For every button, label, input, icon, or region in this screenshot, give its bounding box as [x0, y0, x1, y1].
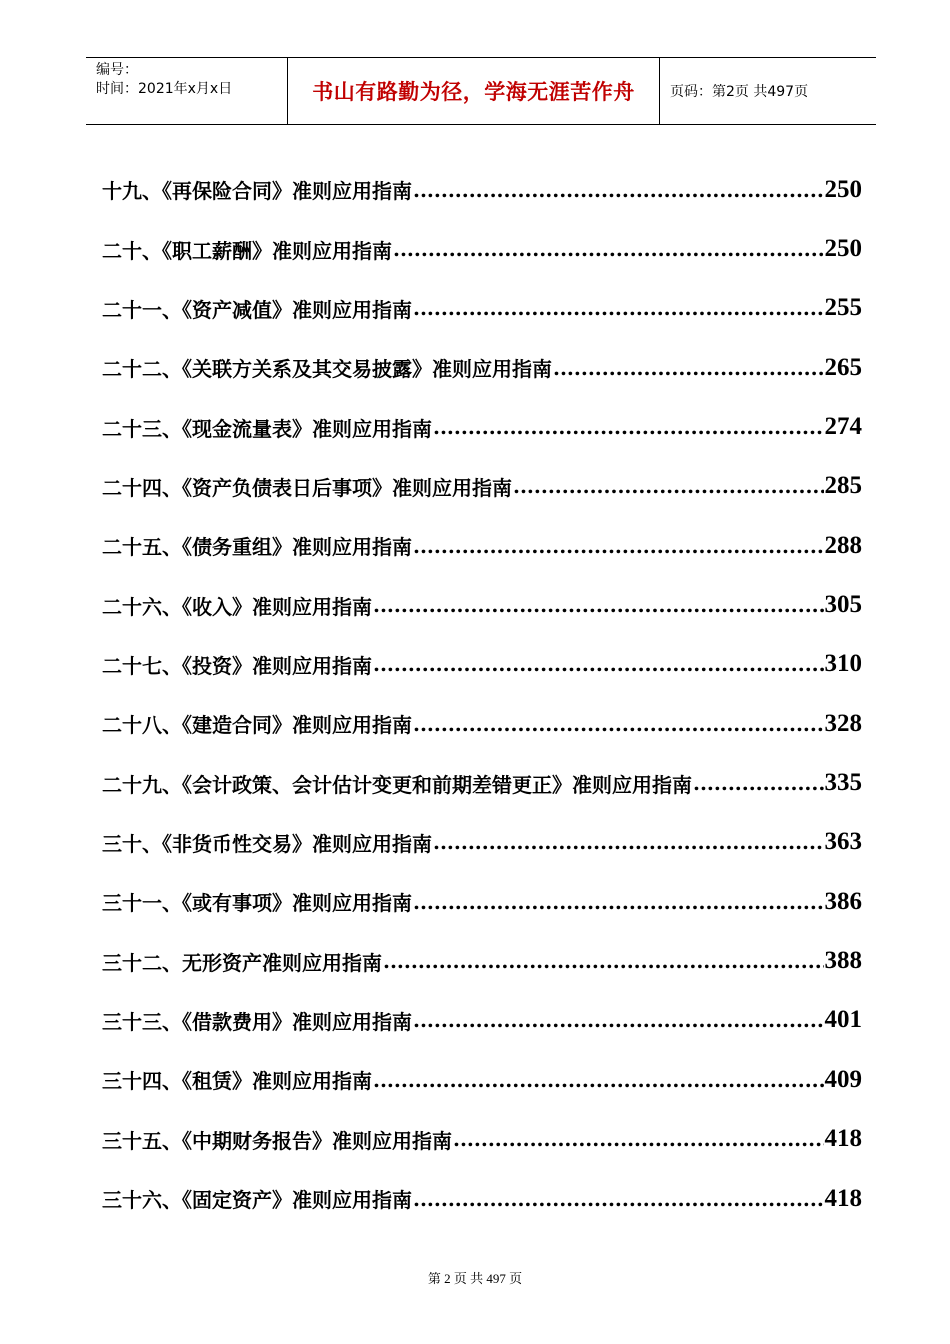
toc-entry-title: 二十、《职工薪酬》准则应用指南: [102, 238, 392, 263]
toc-entry[interactable]: [102, 931, 862, 990]
toc-entry-title: 三十四、《租赁》准则应用指南: [102, 1069, 372, 1094]
toc-entry[interactable]: [102, 635, 862, 694]
toc-dot-leader: [413, 534, 824, 558]
toc-entry-title: 二十三、《现金流量表》准则应用指南: [102, 416, 432, 441]
toc-entry-page-number: 274: [824, 413, 862, 441]
toc-entry[interactable]: [102, 160, 862, 219]
toc-entry[interactable]: [102, 991, 862, 1050]
toc-dot-leader: [413, 890, 824, 914]
table-of-contents: [102, 160, 862, 1228]
toc-dot-leader: [513, 474, 824, 498]
toc-dot-leader: [693, 771, 824, 795]
toc-dot-leader: [383, 949, 824, 973]
toc-entry-page-number: 418: [824, 1184, 862, 1212]
toc-entry[interactable]: [102, 694, 862, 753]
toc-entry-title: 二十五、《债务重组》准则应用指南: [102, 535, 412, 560]
toc-entry-title: 三十三、《借款费用》准则应用指南: [102, 1009, 412, 1034]
toc-entry[interactable]: [102, 813, 862, 872]
toc-entry-title: 二十七、《投资》准则应用指南: [102, 653, 372, 678]
toc-entry-title: 三十一、《或有事项》准则应用指南: [102, 891, 412, 916]
toc-dot-leader: [453, 1127, 824, 1151]
toc-entry-page-number: 418: [824, 1125, 862, 1153]
serial-label: 编号：: [96, 62, 138, 78]
toc-entry-title: 二十四、《资产负债表日后事项》准则应用指南: [102, 475, 512, 500]
toc-entry-title: 三十六、《固定资产》准则应用指南: [102, 1188, 412, 1213]
toc-entry-page-number: 409: [824, 1065, 862, 1093]
page-footer: 第 2 页 共 497 页: [427, 1271, 523, 1286]
toc-entry-title: 二十六、《收入》准则应用指南: [102, 594, 372, 619]
toc-entry[interactable]: [102, 397, 862, 456]
toc-dot-leader: [553, 356, 824, 380]
toc-entry[interactable]: [102, 516, 862, 575]
toc-entry[interactable]: [102, 872, 862, 931]
toc-entry[interactable]: [102, 219, 862, 278]
toc-entry[interactable]: [102, 575, 862, 634]
toc-entry-page-number: 255: [824, 294, 862, 322]
toc-dot-leader: [433, 415, 824, 439]
toc-entry-title: 三十五、《中期财务报告》准则应用指南: [102, 1128, 452, 1153]
toc-entry[interactable]: [102, 1110, 862, 1169]
toc-dot-leader: [373, 593, 824, 617]
toc-entry-title: 十九、《再保险合同》准则应用指南: [102, 179, 412, 204]
toc-dot-leader: [413, 1008, 824, 1032]
page-header: [86, 57, 876, 125]
toc-entry[interactable]: [102, 1050, 862, 1109]
toc-dot-leader: [413, 712, 824, 736]
toc-entry-page-number: 363: [824, 828, 862, 856]
toc-entry-page-number: 335: [824, 769, 862, 797]
toc-dot-leader: [413, 178, 824, 202]
toc-dot-leader: [413, 296, 824, 320]
time-label: 时间：2021年x月x日: [96, 81, 233, 97]
toc-entry[interactable]: [102, 457, 862, 516]
toc-entry[interactable]: [102, 338, 862, 397]
toc-entry-page-number: 265: [824, 353, 862, 381]
header-page-info: 页码：第2页 共497页: [670, 84, 809, 100]
toc-entry-title: 二十二、《关联方关系及其交易披露》准则应用指南: [102, 357, 552, 382]
toc-entry[interactable]: [102, 279, 862, 338]
toc-entry[interactable]: [102, 753, 862, 812]
toc-entry-page-number: 288: [824, 531, 862, 559]
toc-entry-page-number: 401: [824, 1006, 862, 1034]
toc-entry-page-number: 285: [824, 472, 862, 500]
toc-dot-leader: [373, 1068, 824, 1092]
toc-entry-page-number: 305: [824, 591, 862, 619]
toc-dot-leader: [413, 1187, 824, 1211]
toc-entry-page-number: 328: [824, 709, 862, 737]
toc-dot-leader: [373, 652, 824, 676]
header-meta-cell: [86, 58, 288, 124]
toc-entry-title: 二十一、《资产减值》准则应用指南: [102, 297, 412, 322]
toc-dot-leader: [433, 830, 824, 854]
toc-entry-page-number: 250: [824, 235, 862, 263]
toc-entry[interactable]: [102, 1169, 862, 1228]
toc-entry-page-number: 388: [824, 947, 862, 975]
header-motto: 书山有路勤为径，学海无涯苦作舟: [288, 58, 660, 124]
toc-dot-leader: [393, 237, 824, 261]
toc-entry-title: 二十八、《建造合同》准则应用指南: [102, 713, 412, 738]
toc-entry-title: 三十二、无形资产准则应用指南: [102, 950, 382, 975]
toc-entry-title: 二十九、《会计政策、会计估计变更和前期差错更正》准则应用指南: [102, 772, 692, 797]
toc-entry-title: 三十、《非货币性交易》准则应用指南: [102, 831, 432, 856]
toc-entry-page-number: 386: [824, 887, 862, 915]
toc-entry-page-number: 310: [824, 650, 862, 678]
toc-entry-page-number: 250: [824, 175, 862, 203]
